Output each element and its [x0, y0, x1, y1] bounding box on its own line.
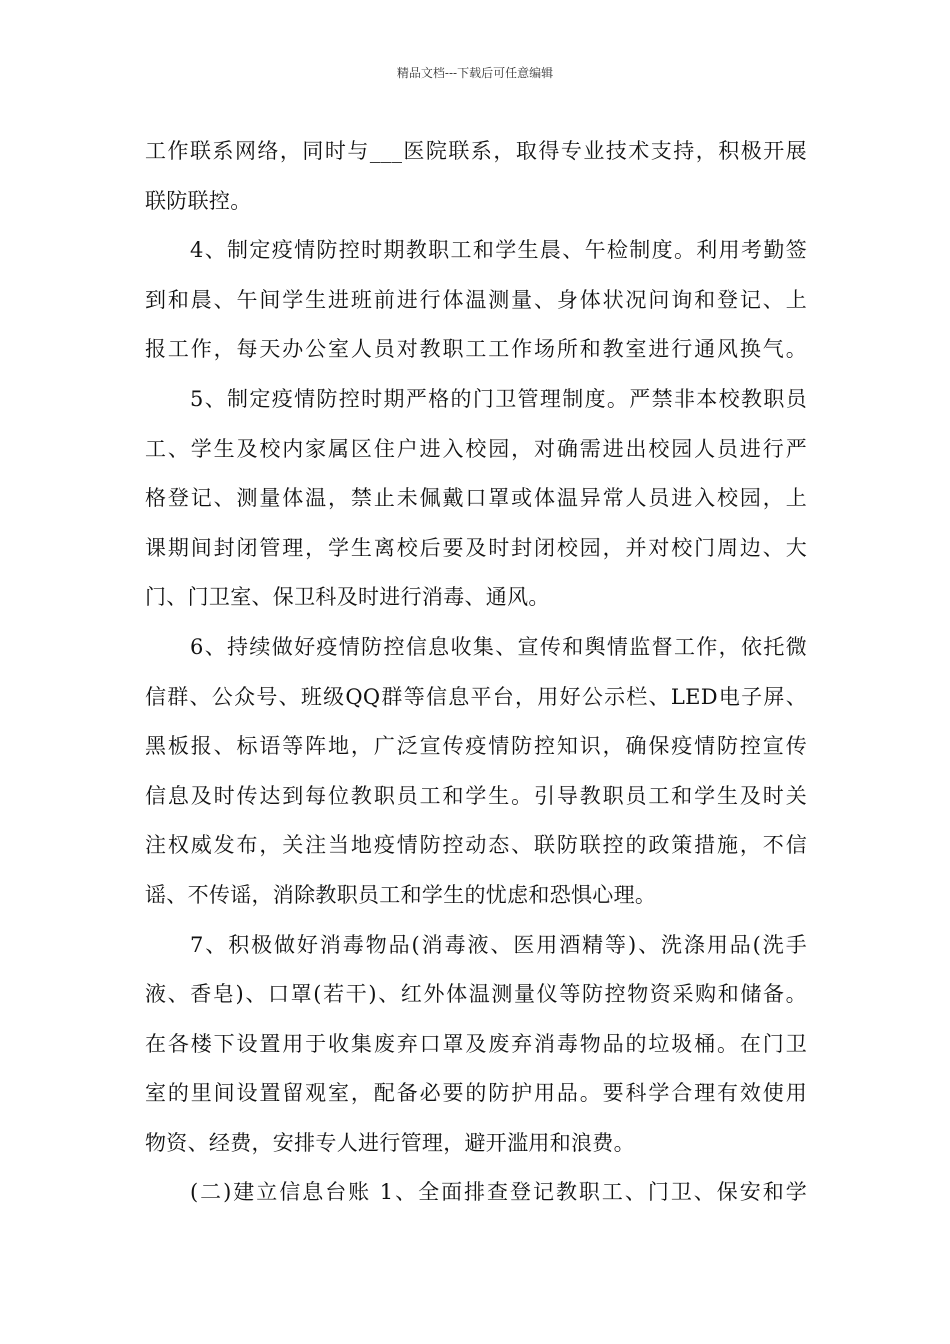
- document-body: [145, 127, 807, 1218]
- page-header: 精品文档---下载后可任意编辑: [396, 66, 554, 80]
- text-line: 谣、不传谣，消除教职员工和学生的忧虑和恐惧心理。: [145, 882, 657, 907]
- text-line: 工作联系网络，同时与___医院联系，取得专业技术支持，积极开展: [145, 139, 807, 163]
- text-line: 7、积极做好消毒物品(消毒液、医用酒精等)、洗涤用品(洗手: [190, 932, 807, 957]
- text-line: 室的里间设置留观室，配备必要的防护用品。要科学合理有效使用: [145, 1081, 807, 1106]
- text-line: 信息及时传达到每位教职员工和学生。引导教职员工和学生及时关: [145, 783, 807, 808]
- text-line: 黑板报、标语等阵地，广泛宣传疫情防控知识，确保疫情防控宣传: [145, 734, 807, 759]
- text-line: 6、持续做好疫情防控信息收集、宣传和舆情监督工作，依托微: [190, 634, 807, 659]
- text-line: 门、门卫室、保卫科及时进行消毒、通风。: [145, 585, 550, 610]
- text-line: 到和晨、午间学生进班前进行体温测量、身体状况问询和登记、上: [145, 287, 807, 312]
- text-line: (二)建立信息台账 1、全面排查登记教职工、门卫、保安和学: [190, 1180, 807, 1205]
- text-line: 工、学生及校内家属区住户进入校园，对确需进出校园人员进行严: [145, 436, 807, 461]
- text-line: 物资、经费，安排专人进行管理，避开滥用和浪费。: [145, 1130, 635, 1155]
- text-line: 格登记、测量体温，禁止未佩戴口罩或体温异常人员进入校园，上: [145, 486, 807, 511]
- text-line: 课期间封闭管理，学生离校后要及时封闭校园，并对校门周边、大: [145, 535, 807, 560]
- text-line: 4、制定疫情防控时期教职工和学生晨、午检制度。利用考勤签: [190, 238, 807, 263]
- text-line: 联防联控。: [145, 188, 252, 213]
- text-line: 信群、公众号、班级QQ群等信息平台，用好公示栏、LED电子屏、: [145, 684, 807, 709]
- text-line: 在各楼下设置用于收集废弃口罩及废弃消毒物品的垃圾桶。在门卫: [145, 1031, 807, 1056]
- text-line: 液、香皂)、口罩(若干)、红外体温测量仪等防控物资采购和储备。: [145, 982, 807, 1007]
- text-line: 5、制定疫情防控时期严格的门卫管理制度。严禁非本校教职员: [190, 386, 807, 411]
- text-line: 报工作，每天办公室人员对教职工工作场所和教室进行通风换气。: [145, 337, 807, 362]
- text-line: 注权威发布，关注当地疫情防控动态、联防联控的政策措施，不信: [145, 833, 807, 858]
